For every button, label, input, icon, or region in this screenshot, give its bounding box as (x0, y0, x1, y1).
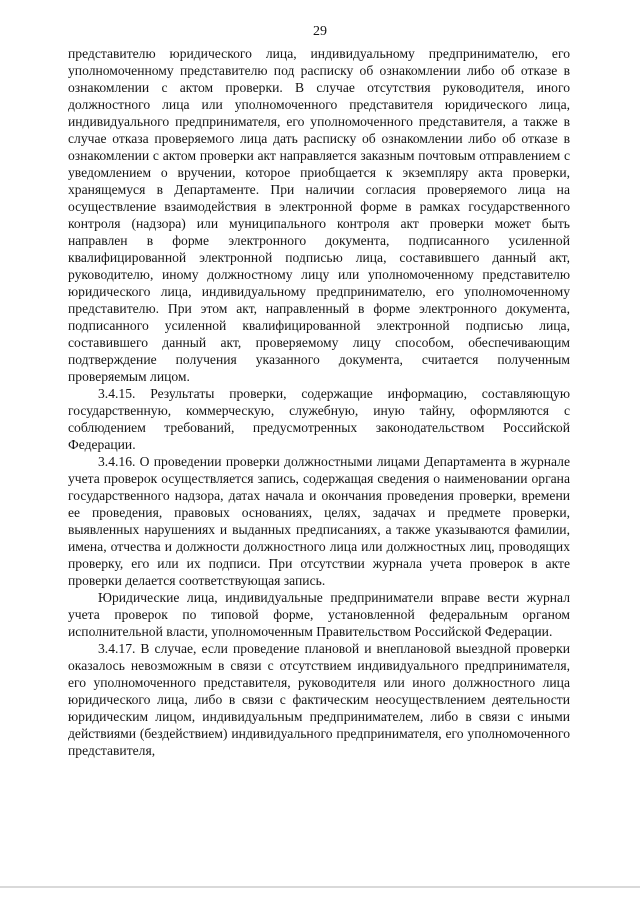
paragraph-journal-note: Юридические лица, индивидуальные предприниматели вправе вести журнал учета проверок по типовой форме, установленной федеральным органом исполнительной власти, уполномоченным Правительством Российской Федерации. (68, 590, 570, 639)
paragraph-3-4-15: 3.4.15. Результаты проверки, содержащие информацию, составляющую государственную, коммерческую, служебную, иную тайну, оформляются с соблюдением требований, предусмотренных законодательством Российской Федерации. (68, 386, 570, 452)
page-number: 29 (313, 24, 327, 39)
paragraph-continuation: представителю юридического лица, индивидуальному предпринимателю, его уполномоченному представителю под расписку об ознакомлении либо об отказе в ознакомлении с актом проверки. В случае отсутствия руководителя, иного должностного лица или уполномоченного представителя юридического лица, индивидуального предпринимателя, его уполномоченного представителя, а также в случае отказа проверяемого лица дать расписку об ознакомлении либо об отказе в ознакомлении с актом проверки акт направляется заказным почтовым отправлением с уведомлением о вручении, которое приобщается к экземпляру акта проверки, хранящемуся в Департаменте. При наличии согласия проверяемого лица на осуществление взаимодействия в электронной форме в рамках государственного контроля (надзора) или муниципального контроля акт проверки может быть направлен в форме электронного документа, подписанного усиленной квалифицированной электронной подписью лица, составившего данный акт, руководителю, иному должностному лицу или уполномоченному представителю юридического лица, индивидуальному предпринимателю, его уполномоченному представителю. При этом акт, направленный в форме электронного документа, подписанного усиленной квалифицированной электронной подписью лица, составившего данный акт, проверяемому лицу способом, обеспечивающим подтверждение получения указанного документа, считается полученным проверяемым лицом. (68, 46, 570, 384)
paragraph-3-4-16: 3.4.16. О проведении проверки должностными лицами Департамента в журнале учета проверок осуществляется запись, содержащая сведения о наименовании органа государственного надзора, датах начала и окончания проведения проверки, времени ее проведения, правовых основаниях, целях, задачах и предмете проверки, выявленных нарушениях и выданных предписаниях, а также указываются фамилии, имена, отчества и должности должностного лица или должностных лиц, проводящих проверку, его или их подписи. При отсутствии журнала учета проверок в акте проверки делается соответствующая запись. (68, 454, 570, 588)
scan-bottom-edge (0, 886, 640, 888)
document-body (68, 45, 570, 759)
paragraph-3-4-17: 3.4.17. В случае, если проведение плановой и внеплановой выездной проверки оказалось невозможным в связи с отсутствием индивидуального предпринимателя, его уполномоченного представителя, руководителя или иного должностного лица юридического лица, либо в связи с фактическим неосуществлением деятельности юридическим лицом, индивидуальным предпринимателем, либо в связи с иными действиями (бездействием) индивидуального предпринимателя, его уполномоченного представителя, (68, 641, 570, 758)
